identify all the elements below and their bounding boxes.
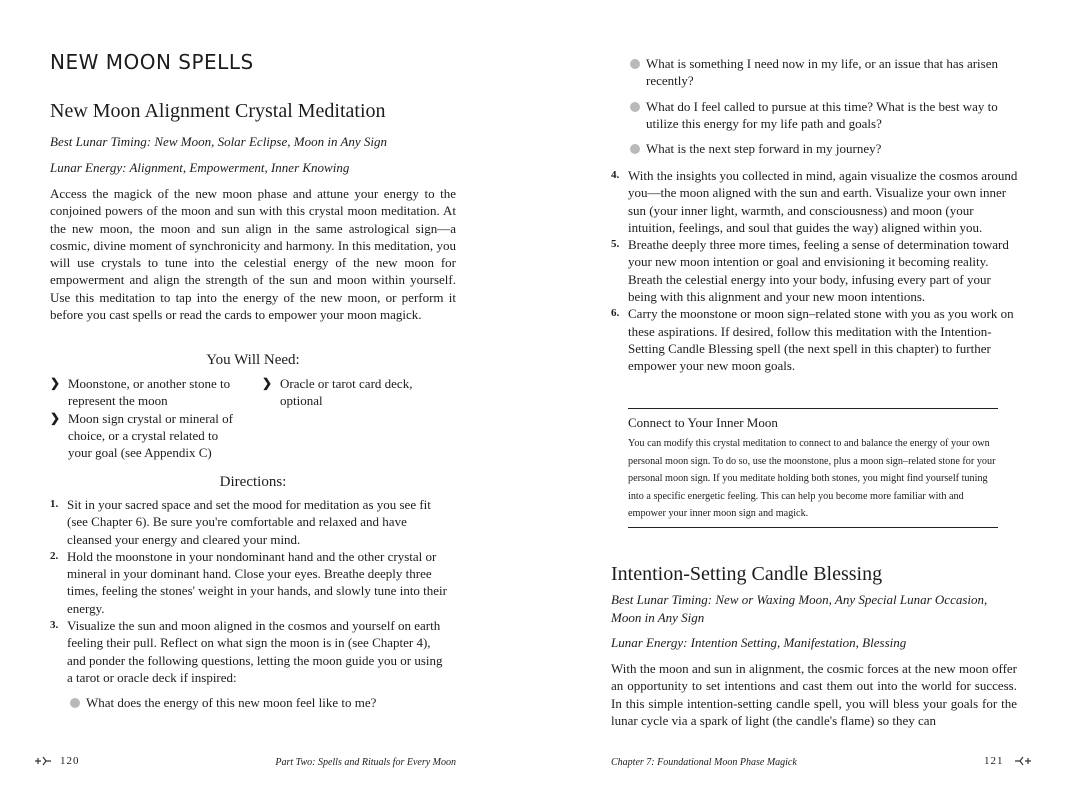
reflection-questions-continued (630, 55, 1020, 157)
sidebar-box (628, 408, 998, 528)
directions-steps (50, 496, 450, 686)
bullet-dot-icon (630, 102, 640, 112)
step-item: 3. Visualize the sun and moon aligned in the cosmos and yourself on earth feeling their pull. Reflect on what sign the moon is in (see Chapter 4), and ponder the following questions, letting the moon guide you or using a tarot or oracle deck if inspired: (50, 618, 443, 685)
bullet-dot-icon (70, 698, 80, 708)
you-will-need-heading: You Will Need: (206, 352, 300, 368)
sidebar-body: You can modify this crystal meditation to connect to and balance the energy of your own personal moon sign. To do so, use the moonstone, plus a moon sign–related stone for your personal moon sign. If you meditate holding both stones, you might find yourself tuning into a specific energetic feeling. This can help you become more familiar with and empower your inner moon sign and magick. (628, 438, 996, 519)
step-item: 5. Breathe deeply three more times, feeling a sense of determination toward your new moon intention or goal and envisioning it becoming reality. Breath the celestial energy into your body, infusing every part of your being with this alignment and your new moon intentions. (611, 237, 1009, 305)
list-item: What do I feel called to pursue at this time? What is the best way to utilize this energy for my life path and goals? (630, 98, 1020, 133)
bullet-chevron-icon: ❯ (50, 410, 61, 425)
lunar-energy: Lunar Energy: Alignment, Empowerment, Inner Knowing (50, 160, 350, 175)
step-item: 1. Sit in your sacred space and set the mood for meditation as you see fit (see Chapter 6). Be sure you're comfortable and relaxed and have cleansed your energy and cleared your mind. (50, 497, 431, 547)
list-item: ❯ Moonstone, or another stone to represent the moon (50, 376, 231, 409)
ornament-icon (34, 756, 52, 766)
page-number: 120 (60, 755, 80, 767)
directions-heading: Directions: (219, 474, 287, 490)
list-item: ❯ Moon sign crystal or mineral of choice, or a crystal related to your goal (see Appendix C) (50, 410, 233, 461)
lunar-timing: Best Lunar Timing: New Moon, Solar Eclipse, Moon in Any Sign (50, 134, 388, 149)
running-footer: Chapter 7: Foundational Moon Phase Magick (611, 757, 797, 768)
directions-steps-continued (611, 167, 1019, 375)
bullet-dot-icon (630, 59, 640, 69)
list-item: ❯ Oracle or tarot card deck, optional (262, 376, 413, 409)
reflection-questions (70, 694, 450, 711)
lunar-energy-candle: Lunar Energy: Intention Setting, Manifestation, Blessing (611, 635, 907, 650)
bullet-dot-icon (630, 144, 640, 154)
sidebar-title: Connect to Your Inner Moon (628, 415, 778, 430)
page-number: 121 (984, 755, 1004, 767)
right-page (533, 0, 1066, 800)
list-item: What is something I need now in my life, or an issue that has arisen recently? (630, 55, 1020, 90)
bullet-chevron-icon: ❯ (50, 376, 61, 390)
intro-paragraph: Access the magick of the new moon phase and attune your energy to the conjoined powers of the moon and sun with this crystal moon meditation. At the new moon, the moon and sun align in the same astrological sign—a cosmic, divine moment of synchronicity and harmony. In this meditation, you will use crystals to tune into the celestial energy of the new moon for empowerment and align the strength of the sun and moon within yourself. Use this meditation to tap into the energy of the new moon, or perform it before you cast spells or read the cards to empower your moon magick. (50, 186, 456, 323)
candle-intro-paragraph: With the moon and sun in alignment, the cosmic forces at the new moon offer an opportunity to set intentions and cast them out into the world for success. In this simple intention-setting candle spell, you will bless your goals for the lunar cycle via a spark of light (the candle's flame) so they can (611, 661, 1017, 728)
bullet-chevron-icon: ❯ (262, 376, 273, 390)
section-title: New Moon Alignment Crystal Meditation (50, 100, 386, 122)
list-item: What is the next step forward in my journey? (630, 140, 1020, 157)
section-title-candle: Intention-Setting Candle Blessing (611, 563, 883, 585)
step-item: 2. Hold the moonstone in your nondominant hand and the other crystal or mineral in your dominant hand. Close your eyes. Breathe deeply three times, feeling the stones' weight in your hands, and slowly tune into their energy. (50, 548, 448, 616)
running-footer: Part Two: Spells and Rituals for Every Moon (275, 757, 456, 768)
needs-list-col2 (262, 375, 442, 410)
step-item: 6. Carry the moonstone or moon sign–related stone with you as you work on these aspirations. If desired, follow this meditation with the Intention-Setting Candle Blessing spell (the next spell in this chapter) to further empower your new moon goals. (611, 306, 1014, 374)
lunar-timing-candle: Best Lunar Timing: New or Waxing Moon, Any Special Lunar Occasion, Moon in Any Sign (611, 592, 988, 625)
step-item: 4. With the insights you collected in mind, again visualize the cosmos around you—the moon aligned with the sun and earth. Visualize your own inner sun (your inner light, warmth, and consciousness) and moon (your intuition, feelings, and soul that guides the way) aligned within you. (611, 168, 1018, 235)
list-item: What does the energy of this new moon feel like to me? (70, 694, 450, 711)
chapter-heading: NEW MOON SPELLS (50, 50, 254, 74)
ornament-icon (1014, 756, 1032, 766)
needs-list-col1 (50, 375, 242, 461)
